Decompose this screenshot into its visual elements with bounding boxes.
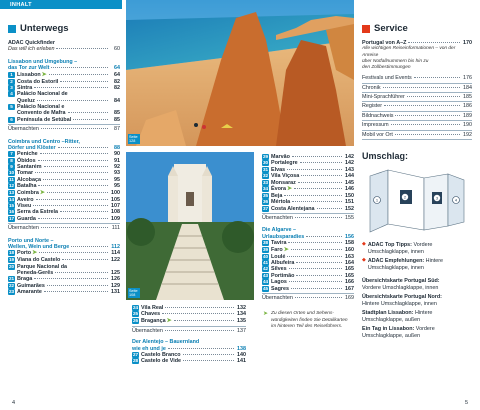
entry-number: 26 <box>132 317 139 323</box>
entry-number: 12 <box>8 183 15 189</box>
cover-label: 1 <box>375 197 379 203</box>
unterwegs-heading: Unterwegs <box>8 22 120 36</box>
toc-entry[interactable]: Chronik 184 <box>362 84 472 91</box>
toc-entry[interactable]: 45 Sagres 167 <box>262 285 354 292</box>
detail-map-icon: ➤ <box>32 250 38 257</box>
entry-number: 25 <box>132 311 139 317</box>
toc-entry[interactable]: 35 Beja 150 <box>262 192 354 199</box>
entry-number: 37 <box>262 205 269 211</box>
toc-entry[interactable]: 24 Vila Real 132 <box>132 305 246 311</box>
toc-entry[interactable]: Übernachten 155 <box>262 215 354 222</box>
toc-entry[interactable]: 29 Marvão 142 <box>262 154 354 160</box>
toc-entry[interactable]: Peneda-Gerês 125 <box>17 270 120 277</box>
toc-entry[interactable]: Bildnachweis 189 <box>362 112 472 119</box>
toc-entry[interactable]: Impressum 190 <box>362 122 472 129</box>
entry-number: 39 <box>262 246 269 252</box>
toc-entry[interactable]: 1 Lissabon➤ 64 <box>8 72 120 79</box>
toc-entry[interactable]: 13 Coimbra➤ 100 <box>8 189 120 196</box>
entry-number: 28 <box>132 358 139 364</box>
page-badge: Seite 128 <box>128 134 140 144</box>
entry-number: 22 <box>8 282 15 288</box>
toc-entry[interactable]: 14 Aveiro 105 <box>8 196 120 203</box>
cover-info: Stadtplan Lissabon: Hintere Umschlagklappe, außen <box>362 309 433 323</box>
toc-entry[interactable]: 42 Silves 165 <box>262 266 354 273</box>
cover-label: 2 <box>403 194 407 200</box>
toc-entry[interactable]: Übernachten 111 <box>8 225 120 232</box>
entry-number: 36 <box>262 199 269 205</box>
page-number: 4 <box>12 399 16 406</box>
region-heading[interactable]: Die Algarve – <box>262 227 296 234</box>
toc-entry[interactable]: Übernachten 137 <box>132 327 246 334</box>
entry-number: 13 <box>8 189 15 195</box>
entry-number: 30 <box>262 160 269 166</box>
toc-entry[interactable]: Das will ich erleben 60 <box>8 46 120 53</box>
toc-entry[interactable]: 38 Tavira 158 <box>262 240 354 247</box>
region-heading[interactable]: Wellen, Wein und Berge 112 <box>8 243 120 250</box>
entry-number: 4 <box>8 91 15 97</box>
entry-number: 21 <box>8 276 15 282</box>
umschlag-heading: Umschlag: <box>362 150 409 161</box>
toc-entry[interactable]: 8 Óbidos 91 <box>8 158 120 164</box>
entry-number: 9 <box>8 164 15 170</box>
entry-number: 38 <box>262 240 269 246</box>
entry-number: 29 <box>262 154 269 159</box>
toc-entry[interactable]: 26 Bragança➤ 135 <box>132 317 246 324</box>
page-badge: Seite 108 <box>128 288 140 298</box>
entry-number: 31 <box>262 166 269 172</box>
toc-entry[interactable]: 4 Palácio Nacional de <box>8 91 120 97</box>
cover-diagram <box>362 166 472 238</box>
beach-photo <box>126 0 354 146</box>
toc-entry[interactable]: 18 Porto➤ 114 <box>8 250 120 257</box>
toc-entry[interactable]: Übernachten 87 <box>8 126 120 133</box>
toc-entry[interactable]: 17 Guarda 109 <box>8 215 120 222</box>
entry-number: 23 <box>8 289 15 295</box>
toc-entry[interactable]: 30 Portalegre 142 <box>262 160 354 167</box>
entry-number: 44 <box>262 279 269 285</box>
toc-entry[interactable]: 9 Santarém 92 <box>8 164 120 170</box>
toc-entry[interactable]: 43 Portimão 165 <box>262 272 354 279</box>
detail-map-icon: ➤ <box>283 246 289 253</box>
toc-entry[interactable]: 40 Loulé 163 <box>262 253 354 260</box>
region-heading[interactable]: Der Alentejo – Bauernland <box>132 339 200 346</box>
toc-entry[interactable]: 10 Tomar 93 <box>8 170 120 177</box>
detail-map-icon: ➤ <box>41 71 47 78</box>
star-icon: ➤ <box>263 311 269 318</box>
toc-entry[interactable]: 32 Vila Viçosa 144 <box>262 173 354 180</box>
entry-number: 34 <box>262 185 269 191</box>
entry-number: 40 <box>262 253 269 259</box>
toc-entry[interactable]: 31 Elvas 143 <box>262 166 354 173</box>
mid-right-column <box>262 154 354 330</box>
toc-entry[interactable]: 23 Amarante 131 <box>8 289 120 296</box>
toc-entry[interactable]: 20 Parque Nacional da <box>8 263 68 270</box>
toc-entry[interactable]: 6 Península de Setúbal 85 <box>8 117 120 123</box>
detail-map-icon: ➤ <box>166 317 172 324</box>
region-heading[interactable]: das Tor zur Welt 64 <box>8 65 120 72</box>
toc-entry[interactable]: Queluz 84 <box>17 97 120 104</box>
toc-entry[interactable]: 36 Mértola 151 <box>262 199 354 206</box>
cover-info: ◆ ADAC Empfehlungen: Hintere Umschlagklappe, innen <box>362 256 444 271</box>
region-heading[interactable]: Porto und Norte – <box>8 237 54 244</box>
entry-number: 17 <box>8 215 15 221</box>
entry-number: 7 <box>8 151 15 157</box>
entry-number: 19 <box>8 257 15 263</box>
mid-lower-column <box>132 305 246 365</box>
entry-number: 45 <box>262 285 269 291</box>
entry-number: 32 <box>262 173 269 179</box>
cover-label: 4 <box>454 197 458 203</box>
toc-entry[interactable]: 11 Alcobaça 95 <box>9 176 120 183</box>
toc-entry[interactable]: 3 Sintra 82 <box>8 85 120 91</box>
cover-marker-icon: ◆ <box>362 240 366 247</box>
toc-entry[interactable]: Übernachten 169 <box>262 294 354 301</box>
entry-number: 41 <box>262 260 269 266</box>
entry-number: 3 <box>8 85 15 91</box>
cover-marker-icon: ◆ <box>362 256 366 263</box>
service-heading: Service <box>362 22 472 36</box>
entry-number: 5 <box>8 104 15 110</box>
region-heading[interactable]: Dörfer und Klöster 88 <box>8 144 120 151</box>
detail-map-icon: ➤ <box>39 189 45 196</box>
toc-entry[interactable]: 22 Guimarães 129 <box>8 282 120 289</box>
toc-entry[interactable]: 19 Viana do Castelo 122 <box>8 257 120 264</box>
toc-entry[interactable]: 16 Serra da Estrela 108 <box>8 209 120 216</box>
entry-number: 11 <box>9 176 14 182</box>
entry-number: 2 <box>8 79 15 85</box>
entry-number: 8 <box>8 158 15 164</box>
toc-entry[interactable]: 5 Palácio Nacional e <box>8 104 120 110</box>
toc-entry[interactable]: Mini-Sprachführer 185 <box>362 94 472 101</box>
entry-number: 42 <box>262 266 269 272</box>
toc-entry[interactable]: 15 Viseu 107 <box>8 203 120 210</box>
toc-entry[interactable]: 37 Costa Alentejana 152 <box>262 205 354 212</box>
page-number: 5 <box>464 399 468 406</box>
right-column <box>362 22 472 342</box>
entry-number: 14 <box>8 196 15 202</box>
entry-number: 20 <box>8 263 15 269</box>
toc-entry[interactable]: 41 Albufeira 164 <box>262 260 354 267</box>
cover-info: Ein Tag in Lissabon: Vordere Umschlagklappe, außen <box>362 325 435 339</box>
region-heading[interactable]: wie eh und je 138 <box>132 345 246 352</box>
toc-entry[interactable]: ADAC Quickfinder <box>8 40 56 46</box>
region-heading[interactable]: Coimbra und Centro –Ritter, <box>8 138 80 145</box>
toc-entry[interactable]: 27 Castelo Branco 140 <box>132 351 246 358</box>
cover-label: 3 <box>435 195 439 201</box>
toc-entry[interactable]: Portugal von A–Z 170 <box>362 40 472 46</box>
toc-entry[interactable]: 28 Castelo de Vide 141 <box>132 358 246 365</box>
detail-map-icon: ➤ <box>286 185 293 192</box>
region-heading[interactable]: Lissabon und Umgebung – <box>8 58 78 65</box>
church-photo <box>126 152 254 300</box>
toc-entry[interactable]: 44 Lagos 166 <box>262 279 354 286</box>
toc-entry[interactable]: 33 Monsaraz 145 <box>262 179 354 186</box>
toc-entry[interactable]: 25 Chaves 134 <box>132 311 246 318</box>
cover-info: ◆ ADAC Top Tipps: Vordere Umschlagklappe, innen <box>362 240 433 255</box>
entry-number: 18 <box>8 250 15 256</box>
contents-header: INHALT <box>0 0 122 9</box>
entry-number: 33 <box>262 179 269 185</box>
entry-number: 16 <box>8 209 15 215</box>
entry-number: 35 <box>262 192 269 198</box>
toc-entry[interactable]: 7 Peniche 90 <box>8 151 120 157</box>
entry-number: 6 <box>8 117 15 123</box>
toc-entry[interactable]: 39 Faro➤ 160 <box>262 246 354 253</box>
cover-info: Übersichtskarte Portugal Nord: Hintere Umschlagklappe, innen <box>362 293 442 307</box>
toc-entry[interactable]: 12 Batalha 95 <box>8 183 120 190</box>
region-heading[interactable]: Urlaubsparadies 156 <box>262 233 354 240</box>
toc-entry[interactable]: 2 Costa do Estoril 82 <box>8 79 120 85</box>
entry-number: 24 <box>132 305 139 310</box>
left-column <box>8 22 120 296</box>
toc-entry[interactable]: Convento de Mafra 85 <box>17 110 120 117</box>
entry-number: 43 <box>262 272 269 278</box>
entry-number: 27 <box>132 351 139 357</box>
entry-number: 10 <box>8 170 15 176</box>
toc-entry[interactable]: 21 Braga 126 <box>8 276 120 283</box>
toc-entry[interactable]: Register 186 <box>362 103 472 110</box>
toc-entry[interactable]: Festivals und Events 176 <box>362 75 472 82</box>
entry-number: 15 <box>8 203 15 209</box>
toc-entry[interactable]: 34 Évora➤ 146 <box>262 185 354 192</box>
entry-number: 1 <box>8 72 15 78</box>
cover-info: Übersichtskarte Portugal Süd: Vordere Umschlagklappe, innen <box>362 277 440 291</box>
toc-entry[interactable]: Mobil vor Ort 192 <box>362 131 472 138</box>
detail-map-note: ➤ Zu diesen Orten und Sehens- würdigkeiten finden Sie Detailkarten im hinteren Teil des Reiseführers. <box>263 311 348 329</box>
atoz-description: Alle wichtigen Reiseinformationen – von der Anreise über Notfallnummern bis hin zu den Zollbestimmungen <box>362 46 456 71</box>
